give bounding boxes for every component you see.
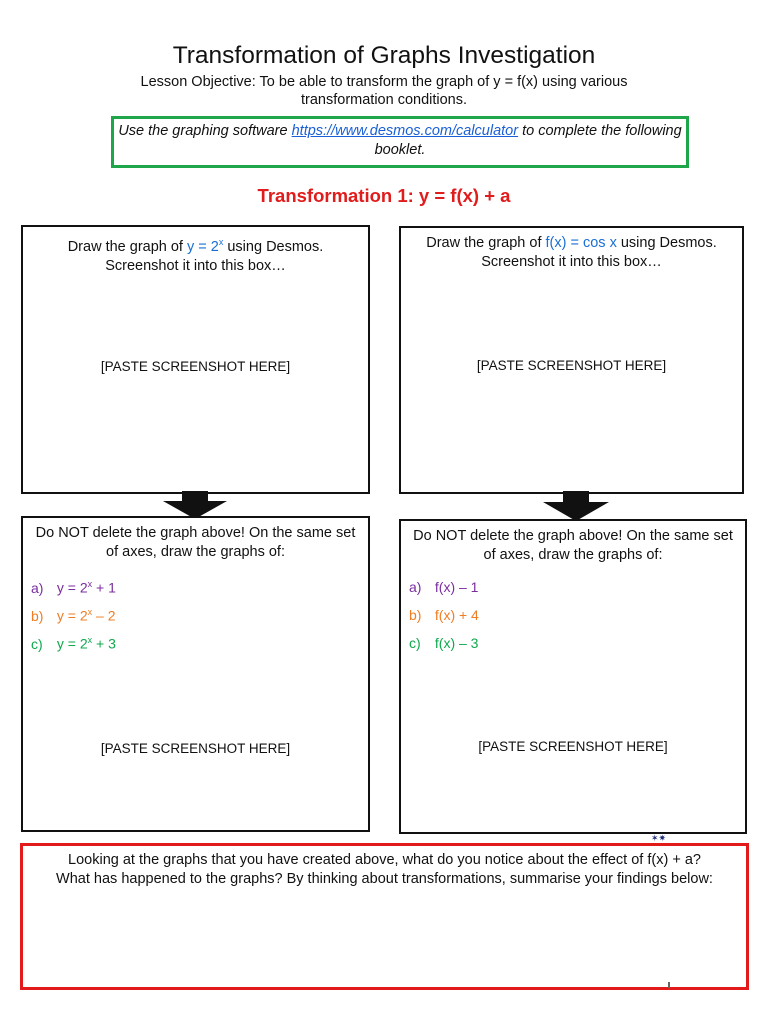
right-top-instruction: Draw the graph of f(x) = cos x using Desmos. Screenshot it into this box… (426, 235, 717, 270)
findings-line-2: What has happened to the graphs? By thinking about transformations, summarise your findings below: (56, 871, 713, 887)
paste-placeholder: [PASTE SCREENSHOT HERE] (478, 739, 668, 754)
left-bottom-instruction: Do NOT delete the graph above! On the same set of axes, draw the graphs of: (35, 525, 356, 560)
list-item: c) $y = 2^x + 3$ (31, 635, 116, 652)
decorative-splat-icon: ✶✷ (651, 833, 667, 843)
right-graph-list (401, 573, 745, 657)
list-item: a) f(x) – 1 (409, 579, 479, 595)
list-item: b) $y = 2^x - 2$ (31, 607, 116, 624)
list-item: c) f(x) – 3 (409, 635, 479, 651)
software-text-after: to complete the following booklet. (374, 123, 682, 158)
left-transform-box[interactable] (21, 516, 370, 832)
right-transform-box[interactable] (399, 519, 747, 834)
lesson-objective: Lesson Objective: To be able to transform the graph of y = f(x) using various transformation conditions. (140, 74, 628, 108)
left-graph-list (23, 570, 368, 654)
paste-placeholder: [PASTE SCREENSHOT HERE] (100, 741, 291, 756)
software-text-before: Use the graphing software (118, 123, 292, 139)
left-top-instruction: Draw the graph of $y = 2^x$ using Desmos. Screenshot it into this box… (67, 237, 324, 274)
page-title: Transformation of Graphs Investigation (172, 42, 596, 69)
desmos-link[interactable]: https://www.desmos.com/calculator (291, 123, 519, 139)
list-item: b) f(x) + 4 (409, 607, 479, 623)
page-mark (668, 982, 670, 988)
right-screenshot-box[interactable] (399, 226, 744, 494)
function-exp-2x: $y = 2^x$ (187, 237, 224, 255)
left-down-arrow-icon (163, 491, 227, 519)
findings-line-1: Looking at the graphs that you have created above, what do you notice about the effect of f(x) + a? (68, 852, 701, 868)
paste-placeholder: [PASTE SCREENSHOT HERE] (100, 359, 291, 374)
findings-box[interactable] (20, 843, 749, 990)
function-cos: f(x) = cos x (545, 235, 617, 251)
left-screenshot-box[interactable] (21, 225, 370, 494)
list-item: a) $y = 2^x + 1$ (31, 579, 116, 596)
software-instruction-box (111, 116, 689, 168)
right-down-arrow-icon (543, 491, 609, 521)
paste-placeholder: [PASTE SCREENSHOT HERE] (476, 358, 667, 373)
right-bottom-instruction: Do NOT delete the graph above! On the same set of axes, draw the graphs of: (413, 528, 733, 563)
transformation-heading: Transformation 1: y = f(x) + a (257, 185, 511, 206)
